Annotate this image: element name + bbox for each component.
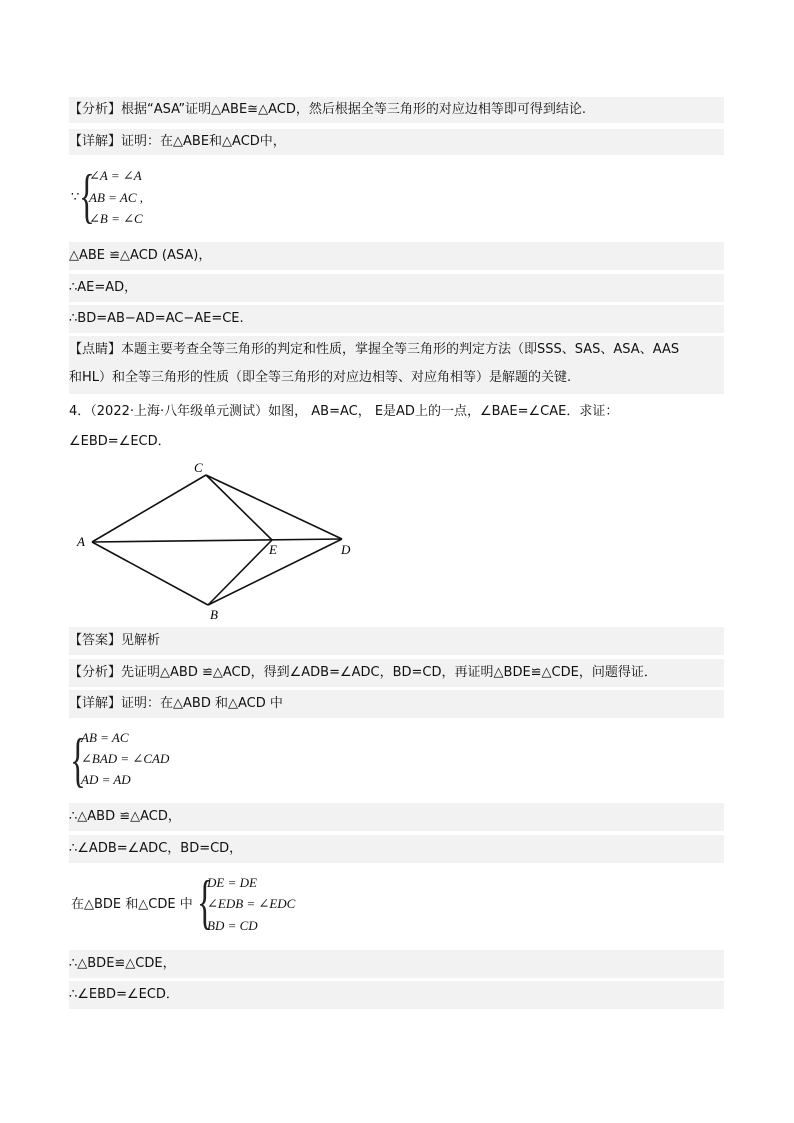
system-line: AB = AC , bbox=[89, 190, 144, 205]
detail-tag: 【详解】 bbox=[69, 696, 122, 711]
system-brace: { bbox=[79, 163, 95, 229]
system-line: ∠A = ∠A bbox=[89, 168, 142, 183]
system-line: ∠BAD = ∠CAD bbox=[81, 751, 170, 766]
system-line: BD = CD bbox=[207, 918, 258, 933]
analysis-text: 根据“ASA”证明△ABE≅△ACD，然后根据全等三角形的对应边相等即可得到结论. bbox=[121, 102, 586, 117]
segment-be bbox=[208, 540, 272, 605]
geometry-figure bbox=[70, 455, 370, 625]
question-4-line: ∠EBD=∠ECD． bbox=[69, 432, 171, 452]
system-line: AB = AC bbox=[81, 730, 129, 745]
comment-tag: 【点睛】 bbox=[69, 342, 122, 357]
segment-ac bbox=[92, 475, 206, 542]
detail-line-3 bbox=[69, 129, 724, 155]
system-line: ∠B = ∠C bbox=[89, 211, 143, 226]
system-block-4a bbox=[69, 722, 724, 800]
detail-tag: 【详解】 bbox=[69, 134, 122, 149]
segment-cd bbox=[206, 475, 342, 539]
answer-line bbox=[69, 627, 724, 655]
comment-block-3 bbox=[69, 336, 724, 394]
system-line: AD = AD bbox=[81, 772, 131, 787]
analysis-tag: 【分析】 bbox=[69, 665, 122, 680]
point-label-a: A bbox=[77, 534, 85, 549]
detail-line-4 bbox=[69, 690, 724, 718]
analysis-line-4 bbox=[69, 659, 724, 687]
system-brace: { bbox=[197, 869, 213, 935]
question-4-line: 4．（2022·上海·八年级单元测试）如图， AB=AC， E是AD上的一点，∠BAE=∠CAE．求证： bbox=[69, 402, 618, 422]
system-line: DE = DE bbox=[207, 875, 257, 890]
answer-tag: 【答案】 bbox=[69, 633, 122, 648]
proof-line: ∴△BDE≌△CDE， bbox=[69, 950, 724, 978]
point-label-d: D bbox=[341, 542, 351, 557]
proof-line-prefix: 在△BDE 和△CDE 中 bbox=[71, 897, 193, 912]
proof-line: ∴△ABD ≌△ACD， bbox=[69, 803, 724, 831]
segment-ad bbox=[92, 539, 342, 542]
comment-text: 本题主要考查全等三角形的判定和性质，掌握全等三角形的判定方法（即SSS、SAS、ASA、AAS bbox=[121, 342, 680, 357]
segment-ab bbox=[92, 542, 208, 605]
point-label-e: E bbox=[269, 542, 277, 557]
proof-line: ∴∠ADB=∠ADC，BD=CD， bbox=[69, 835, 724, 863]
because-symbol: ∵ bbox=[71, 190, 80, 205]
system-block-3 bbox=[69, 160, 724, 236]
point-label-b: B bbox=[210, 607, 218, 622]
detail-text: 证明：在△ABE和△ACD中， bbox=[121, 134, 286, 149]
comment-text: 和HL）和全等三角形的性质（即全等三角形的对应边相等、对应角相等）是解题的关键. bbox=[69, 370, 572, 385]
proof-line: ∴∠EBD=∠ECD． bbox=[69, 981, 724, 1009]
system-brace: { bbox=[70, 727, 86, 793]
proof-line: ∴BD=AB−AD=AC−AE=CE. bbox=[69, 305, 724, 333]
segment-ce bbox=[206, 475, 272, 540]
point-label-c: C bbox=[194, 460, 203, 475]
detail-text: 证明：在△ABD 和△ACD 中 bbox=[121, 696, 283, 711]
proof-line: △ABE ≌△ACD (ASA)， bbox=[69, 242, 724, 270]
analysis-tag: 【分析】 bbox=[69, 102, 122, 117]
analysis-text: 先证明△ABD ≌△ACD，得到∠ADB=∠ADC，BD=CD，再证明△BDE≌△CDE，问题得证． bbox=[121, 665, 657, 680]
proof-line: ∴AE=AD， bbox=[69, 274, 724, 302]
system-block-4b bbox=[69, 866, 724, 944]
analysis-line-3 bbox=[69, 97, 724, 123]
answer-text: 见解析 bbox=[121, 633, 161, 648]
system-line: ∠EDB = ∠EDC bbox=[207, 896, 296, 911]
